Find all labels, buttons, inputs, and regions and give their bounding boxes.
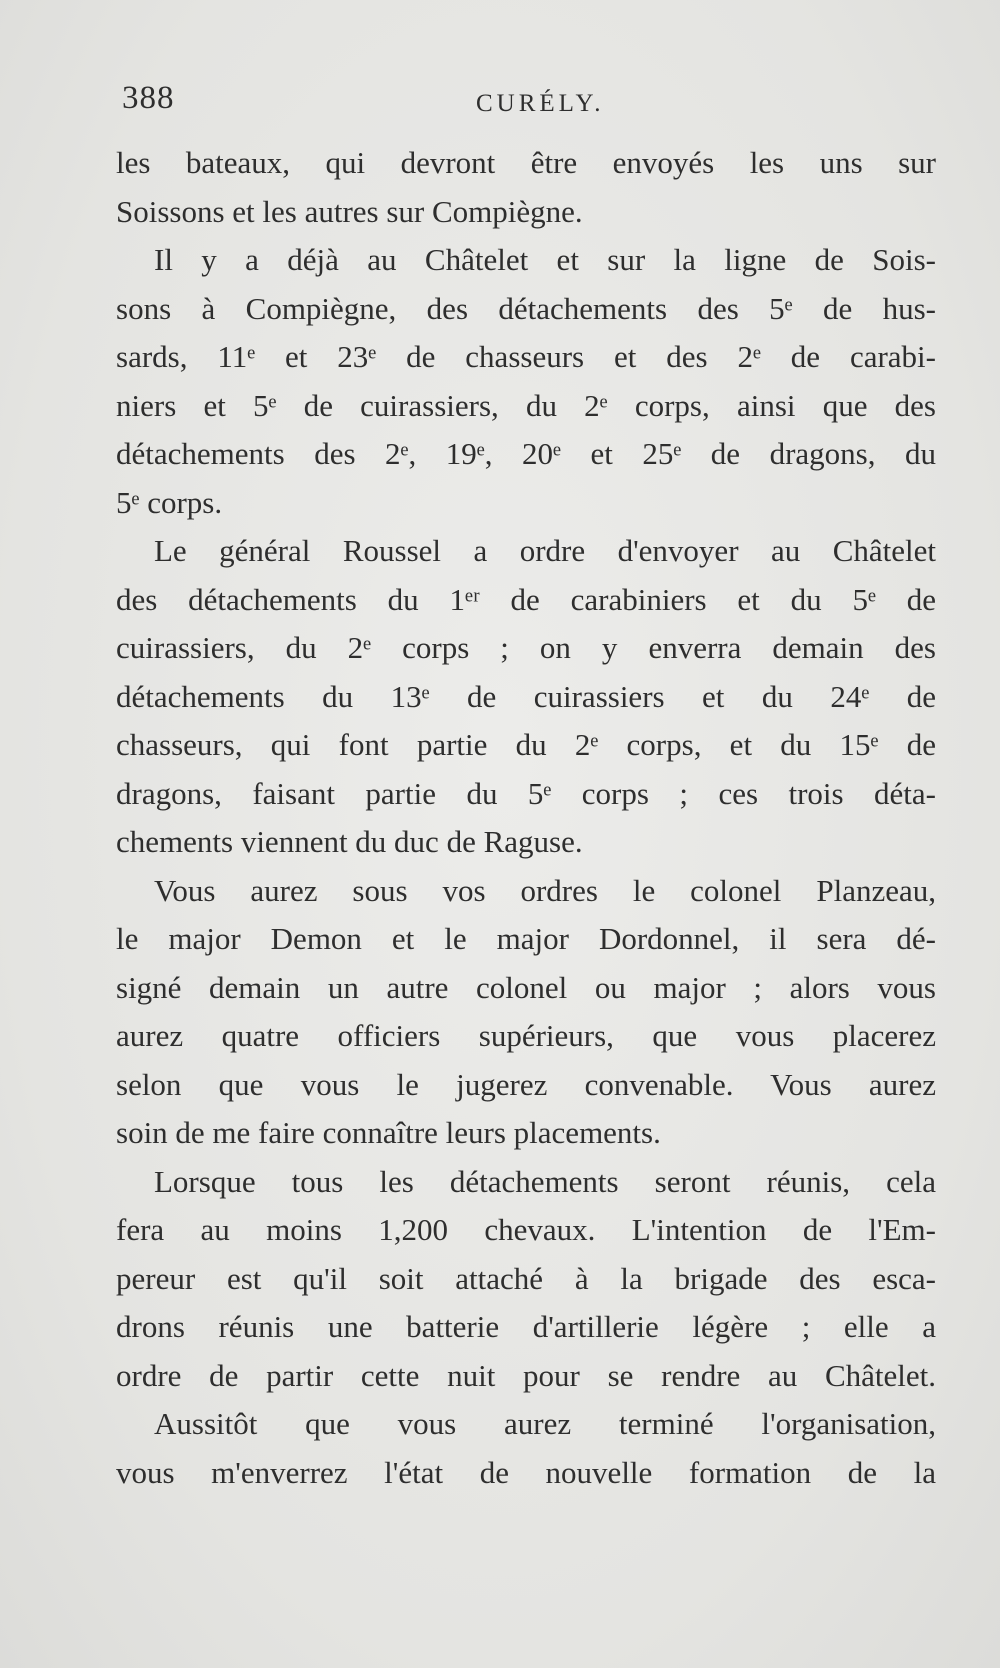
text-line: sons à Compiègne, des détachements des 5ᵉ de hus- xyxy=(116,290,936,326)
paragraph xyxy=(116,1400,936,1497)
body-text xyxy=(116,139,936,1497)
text-line: des détachements du 1ᵉʳ de carabiniers et du 5ᵉ de xyxy=(116,581,936,617)
text-line: Il y a déjà au Châtelet et sur la ligne de Sois- xyxy=(154,242,936,277)
text-line: Vous aurez sous vos ordres le colonel Planzeau, xyxy=(154,872,936,908)
text-line: 5ᵉ corps. xyxy=(116,484,223,520)
running-head: CURÉLY. xyxy=(476,90,605,117)
paragraph xyxy=(116,139,936,236)
text-line: niers et 5ᵉ de cuirassiers, du 2ᵉ corps, ainsi que des xyxy=(116,387,936,423)
text-line: fera au moins 1,200 chevaux. L'intention de l'Em- xyxy=(116,1212,936,1247)
text-line: les bateaux, qui devront être envoyés les uns sur xyxy=(116,145,936,180)
text-line: le major Demon et le major Dordonnel, il sera dé- xyxy=(116,921,936,956)
text-line: signé demain un autre colonel ou major ; alors vous xyxy=(116,969,936,1005)
text-line: Lorsque tous les détachements seront réunis, cela xyxy=(154,1163,936,1199)
text-line: aurez quatre officiers supérieurs, que vous placerez xyxy=(116,1018,936,1053)
text-line: dragons, faisant partie du 5ᵉ corps ; ces trois déta- xyxy=(116,775,936,811)
text-line: Le général Roussel a ordre d'envoyer au Châtelet xyxy=(154,533,936,568)
text-line: Soissons et les autres sur Compiègne. xyxy=(116,193,583,229)
text-line: selon que vous le jugerez convenable. Vous aurez xyxy=(116,1066,936,1102)
paragraph xyxy=(116,236,936,527)
text-line: détachements des 2ᵉ, 19ᵉ, 20ᵉ et 25ᵉ de dragons, du xyxy=(116,436,936,471)
paragraph xyxy=(116,867,936,1158)
text-line: cuirassiers, du 2ᵉ corps ; on y enverra demain des xyxy=(116,630,936,665)
text-line: détachements du 13ᵉ de cuirassiers et du 24ᵉ de xyxy=(116,678,936,714)
text-line: Aussitôt que vous aurez terminé l'organisation, xyxy=(154,1406,936,1441)
text-line: soin de me faire connaître leurs placements. xyxy=(116,1115,661,1150)
text-line: chements viennent du duc de Raguse. xyxy=(116,824,583,859)
page-number: 388 xyxy=(122,80,175,116)
text-line: sards, 11ᵉ et 23ᵉ de chasseurs et des 2ᵉ de carabi- xyxy=(116,339,936,374)
text-line: vous m'enverrez l'état de nouvelle formation de la xyxy=(116,1454,936,1490)
paragraph xyxy=(116,1158,936,1401)
text-line: chasseurs, qui font partie du 2ᵉ corps, et du 15ᵉ de xyxy=(116,727,936,762)
paragraph xyxy=(116,527,936,867)
text-line: ordre de partir cette nuit pour se rendre au Châtelet. xyxy=(116,1357,936,1393)
page-header xyxy=(122,80,936,130)
text-line: drons réunis une batterie d'artillerie légère ; elle a xyxy=(116,1309,936,1344)
text-line: pereur est qu'il soit attaché à la brigade des esca- xyxy=(116,1260,936,1296)
